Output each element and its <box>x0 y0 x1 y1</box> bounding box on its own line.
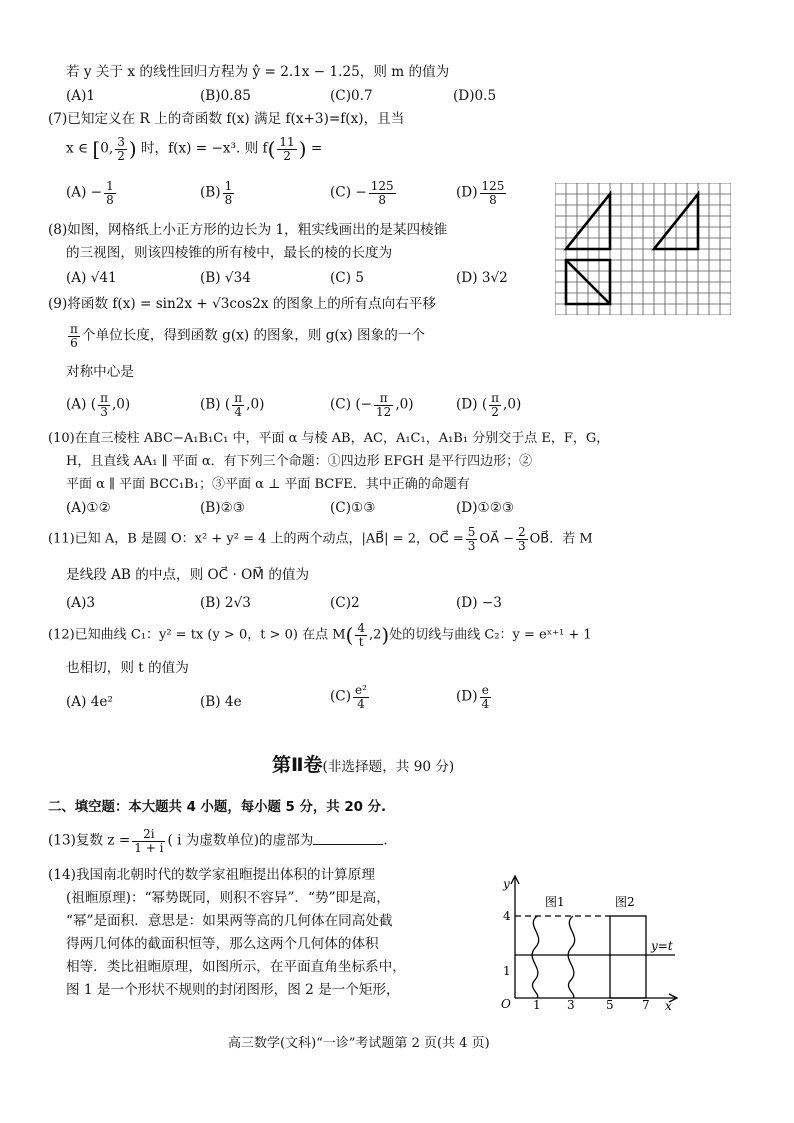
q11-option-c[interactable]: (C)2 <box>330 595 360 611</box>
q9-option-a[interactable]: (A) ( $\frac{\pi}{3}$ ,0) <box>66 391 131 419</box>
q7-option-d[interactable]: (D) $\frac{125}{8}$ <box>456 179 505 207</box>
fig2-label: 图2 <box>615 895 635 909</box>
q12-option-d[interactable]: (D) $\frac{e}{4}$ <box>456 683 490 711</box>
q12-stem-line2: 也相切，则 t 的值为 <box>66 660 189 676</box>
q14-figure <box>495 868 685 1010</box>
q12-option-b[interactable]: (B) 4e <box>200 694 242 710</box>
q12-option-a[interactable]: (A) 4e² <box>66 694 113 710</box>
q13-stem: (13)复数 z = $\frac{2i}{1 + i}$ ( i 为虚数单位)的虚部为 . <box>48 827 388 855</box>
x-tick-3: 3 <box>567 998 575 1010</box>
q11-option-a[interactable]: (A)3 <box>66 595 96 611</box>
q9-stem-line1: (9)将函数 f(x) = sin2x + √3cos2x 的图象上的所有点向右平移 <box>48 296 436 312</box>
q8-option-d[interactable]: (D) 3√2 <box>456 270 508 286</box>
q12-option-c[interactable]: (C) $\frac{\text{e²}}{4}$ <box>330 683 367 711</box>
q10-stem-line2: H，且直线 AA₁ ∥ 平面 α．有下列三个命题：①四边形 EFGH 是平行四边形；② <box>66 454 533 469</box>
q7-option-c[interactable]: (C) − $\frac{125}{8}$ <box>330 179 394 207</box>
q12-stem-line1: (12)已知曲线 C₁：y² = tx (y > 0，t > 0) 在点 M( $\frac{4}{t}$ ,2)处的切线与曲线 C₂：y = eˣ⁺¹ + 1 <box>48 621 592 649</box>
q13-answer-blank[interactable] <box>313 844 383 845</box>
q9-option-b[interactable]: (B) ( $\frac{\pi}{4}$ ,0) <box>200 391 265 419</box>
q11-option-b[interactable]: (B) 2√3 <box>200 595 251 611</box>
origin-label: O <box>501 997 511 1010</box>
q11-stem-line1: (11)已知 A，B 是圆 O：x² + y² = 4 上的两个动点，|AB⃗| = 2，OC⃗ = $\frac{5}{3}$ OA⃗ − $\frac{2}{3}$ OB⃗．若 M <box>48 525 593 553</box>
x-tick-7: 7 <box>642 998 650 1010</box>
q14-line-1: (14)我国南北朝时代的数学家祖暅提出体积的计算原理 <box>48 867 375 883</box>
fig2-rectangle <box>610 916 646 998</box>
y-tick-4: 4 <box>503 909 511 923</box>
x-axis-label: x <box>665 999 672 1010</box>
three-view-figure <box>555 183 731 315</box>
fig1-left-curve <box>532 916 539 998</box>
q8-stem-line1: (8)如图，网格纸上小正方形的边长为 1，粗实线画出的是某四棱锥 <box>48 222 448 238</box>
q10-option-b[interactable]: (B)②③ <box>200 500 245 516</box>
page-footer: 高三数学(文科)“一诊”考试题第 2 页(共 4 页) <box>228 1036 490 1051</box>
q6-stem-tail: 若 y 关于 x 的线性回归方程为 ŷ = 2.1x − 1.25，则 m 的值为 <box>66 64 450 80</box>
q8-option-b[interactable]: (B) √34 <box>200 270 251 286</box>
q14-line-4: 得两几何体的截面积恒等，那么这两个几何体的体积 <box>66 936 379 952</box>
q9-stem-line3: 对称中心是 <box>66 364 134 380</box>
q9-option-d[interactable]: (D) ( $\frac{\pi}{2}$ ,0) <box>456 391 522 419</box>
q9-stem-line2: $\frac{\pi}{6}$ 个单位长度，得到函数 g(x) 的图象，则 g(x) 图象的一个 <box>70 322 425 350</box>
q11-option-d[interactable]: (D) −3 <box>456 595 502 611</box>
q10-stem-line3: 平面 α ∥ 平面 BCC₁B₁；③平面 α ⊥ 平面 BCFE．其中正确的命题有 <box>66 477 470 492</box>
q8-option-a[interactable]: (A) √41 <box>66 270 117 286</box>
q9-option-c[interactable]: (C) (− $\frac{\pi}{12}$ ,0) <box>330 391 414 419</box>
q6-option-c[interactable]: (C)0.7 <box>330 88 373 104</box>
fig1-label: 图1 <box>545 895 565 909</box>
q14-line-2: (祖暅原理)：“幂势既同，则积不容异”．“势”即是高， <box>66 890 390 906</box>
q11-stem-line2: 是线段 AB 的中点，则 OC⃗ · OM⃗ 的值为 <box>66 567 310 583</box>
part2-title: 第Ⅱ卷(非选择题，共 90 分) <box>272 754 455 776</box>
y-eq-t-label: y=t <box>651 939 673 953</box>
q8-stem-line2: 的三视图，则该四棱锥的所有棱中，最长的棱的长度为 <box>66 245 393 261</box>
q10-option-a[interactable]: (A)①② <box>66 500 111 516</box>
q7-option-a[interactable]: (A) − $\frac{1}{8}$ <box>66 179 114 207</box>
x-tick-5: 5 <box>606 998 614 1010</box>
q14-line-6: 图 1 是一个形状不规则的封闭图形，图 2 是一个矩形， <box>66 982 400 998</box>
y-tick-1: 1 <box>503 964 511 978</box>
q6-option-b[interactable]: (B)0.85 <box>200 88 251 104</box>
x-tick-1: 1 <box>533 998 541 1010</box>
section2-heading: 二、填空题：本大题共 4 小题，每小题 5 分，共 20 分. <box>48 800 387 815</box>
q10-option-c[interactable]: (C)①③ <box>330 500 376 516</box>
q7-stem-line1: (7)已知定义在 R 上的奇函数 f(x) 满足 f(x+3)=f(x)，且当 <box>48 111 405 127</box>
q7-stem-line2: x ∈ [0, $\frac{3}{2}$ ) 时，f(x) = −x³. 则 f( $\frac{11}{2}$ ) = <box>66 135 323 163</box>
q6-option-d[interactable]: (D)0.5 <box>453 88 497 104</box>
q14-line-3: “幂”是面积．意思是：如果两等高的几何体在同高处截 <box>66 913 393 929</box>
q8-option-c[interactable]: (C) 5 <box>330 270 364 286</box>
q14-line-5: 相等．类比祖暅原理，如图所示，在平面直角坐标系中， <box>66 959 406 975</box>
q7-option-b[interactable]: (B) $\frac{1}{8}$ <box>200 179 233 207</box>
q10-option-d[interactable]: (D)①②③ <box>456 500 515 516</box>
fig1-right-curve <box>568 916 575 998</box>
q10-stem-line1: (10)在直三棱柱 ABC−A₁B₁C₁ 中，平面 α 与棱 AB，AC，A₁C₁，A₁B₁ 分别交于点 E，F，G， <box>48 431 610 446</box>
q6-option-a[interactable]: (A)1 <box>66 88 96 104</box>
y-axis-label: y <box>503 877 510 891</box>
